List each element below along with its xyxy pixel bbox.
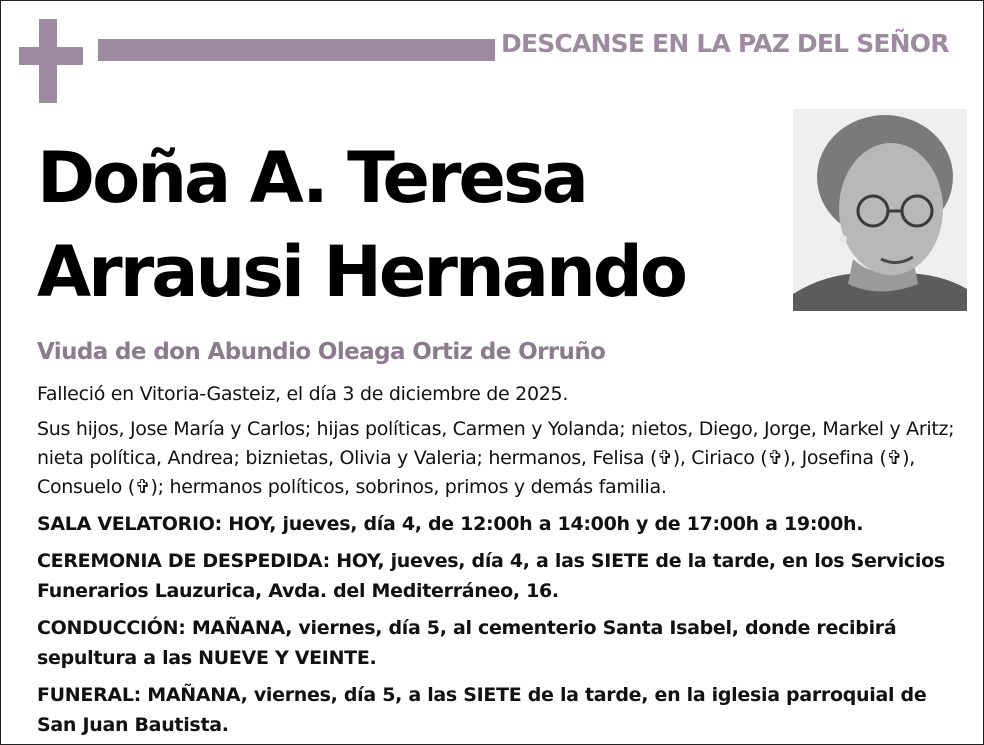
name-line-2: Arrausi Hernando xyxy=(37,231,686,313)
header-title: DESCANSE EN LA PAZ DEL SEÑOR xyxy=(501,29,949,58)
portrait-photo xyxy=(793,109,967,311)
family-list: Sus hijos, Jose María y Carlos; hijas políticas, Carmen y Yolanda; nietos, Diego, Jorge, Markel y Aritz; nieta política, Andrea; biznietas, Olivia y Valeria; hermanos, Felisa (✞), Ciriaco (✞), Josefina (✞), Consuelo (✞); hermanos políticos, sobrinos, primos y demás familia. xyxy=(37,418,955,498)
name-line-1: Doña A. Teresa xyxy=(37,137,586,219)
announcement-body xyxy=(37,380,957,745)
wake-info: SALA VELATORIO: HOY, jueves, día 4, de 12:00h a 14:00h y de 17:00h a 19:00h. xyxy=(37,513,864,535)
deceased-name xyxy=(37,131,777,319)
header-bar xyxy=(98,39,495,61)
cross-icon xyxy=(19,19,83,103)
death-notice: Falleció en Vitoria-Gasteiz, el día 3 de diciembre de 2025. xyxy=(37,383,569,405)
widow-subtitle: Viuda de don Abundio Oleaga Ortiz de Orruño xyxy=(37,339,606,365)
procession-info: CONDUCCIÓN: MAÑANA, viernes, día 5, al cementerio Santa Isabel, donde recibirá sepultura a las NUEVE Y VEINTE. xyxy=(37,617,897,669)
funeral-info: FUNERAL: MAÑANA, viernes, día 5, a las SIETE de la tarde, en la iglesia parroquial de San Juan Bautista. xyxy=(37,684,927,736)
ceremony-info: CEREMONIA DE DESPEDIDA: HOY, jueves, día 4, a las SIETE de la tarde, en los Servicios Funerarios Lauzurica, Avda. del Mediterráneo, 16. xyxy=(37,550,945,602)
